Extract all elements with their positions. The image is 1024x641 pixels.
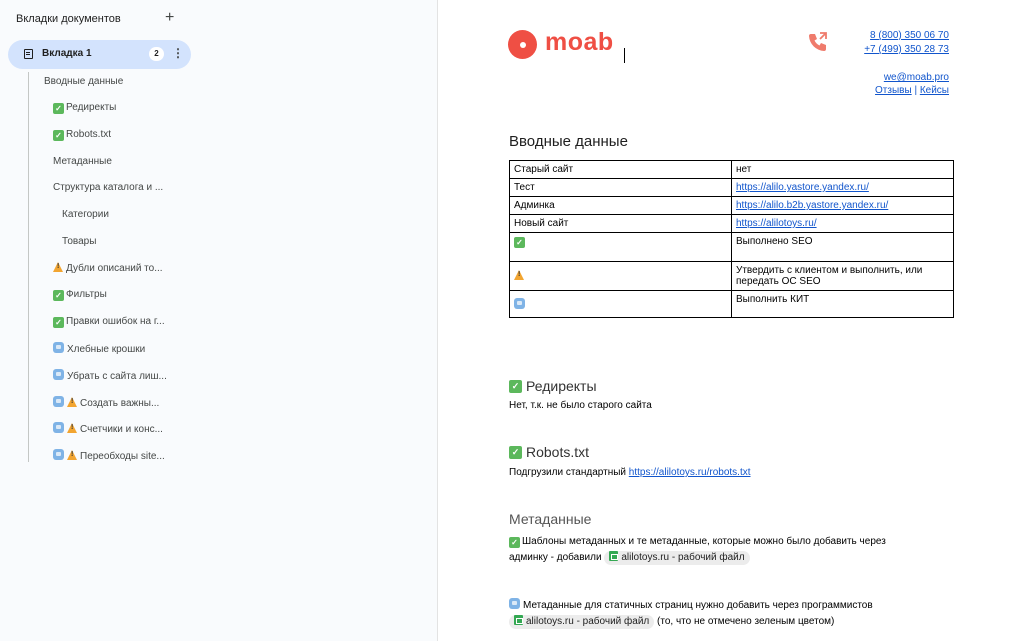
check-icon: ✓	[509, 446, 522, 459]
outline-item[interactable]	[44, 76, 123, 87]
phone-link-2[interactable]: +7 (499) 350 28 73	[864, 44, 949, 55]
table-cell	[732, 197, 954, 215]
text-cursor	[624, 48, 625, 63]
outline-item[interactable]	[53, 449, 165, 462]
table-cell	[510, 291, 732, 318]
reviews-cases-links	[875, 85, 949, 96]
heading-robots-text: Robots.txt	[526, 444, 590, 460]
outline-item-label: Структура каталога и ...	[53, 182, 164, 193]
file-chip-label: alilotoys.ru - рабочий файл	[621, 552, 745, 563]
outline-item-label: Метаданные	[53, 156, 112, 167]
outline-item-label: Редиректы	[66, 102, 117, 113]
outline-item[interactable]	[53, 369, 167, 382]
reviews-link[interactable]: Отзывы	[875, 85, 912, 96]
tab-label: Вкладка 1	[42, 48, 92, 59]
outline-item-label: Robots.txt	[66, 129, 112, 140]
table-cell	[510, 233, 732, 262]
redirects-text: Нет, т.к. не было старого сайта	[509, 400, 652, 411]
table-cell: Выполнено SEO	[732, 233, 954, 262]
table-cell: Старый сайт	[510, 161, 732, 179]
check-icon: ✓	[53, 103, 64, 114]
outline-item-label: Правки ошибок на г...	[66, 316, 165, 327]
tab-more-options-button[interactable]: ⋮	[172, 46, 184, 60]
test-site-link[interactable]: https://alilo.yastore.yandex.ru/	[736, 182, 869, 193]
outline-item[interactable]	[53, 182, 163, 193]
outline-item-label: Переобходы site...	[80, 451, 165, 462]
table-cell: Выполнить КИТ	[732, 291, 954, 318]
table-row	[510, 291, 954, 318]
outline-item-label: Дубли описаний то...	[66, 263, 163, 274]
table-row	[510, 179, 954, 197]
outline-item-label: Убрать с сайта лиш...	[67, 371, 167, 382]
moab-logo-text: moab	[545, 28, 614, 56]
check-icon: ✓	[53, 317, 64, 328]
robot-icon	[53, 369, 64, 380]
table-cell	[510, 262, 732, 291]
outline-item[interactable]	[53, 156, 112, 167]
new-site-link[interactable]: https://alilotoys.ru/	[736, 218, 817, 229]
admin-link[interactable]: https://alilo.b2b.yastore.yandex.ru/	[736, 200, 889, 211]
table-cell: Админка	[510, 197, 732, 215]
warning-icon	[67, 423, 77, 433]
table-cell: Утвердить с клиентом и выполнить, или передать ОС SEO	[732, 262, 954, 291]
robot-icon	[53, 449, 64, 460]
robot-icon	[514, 298, 525, 309]
robot-icon	[53, 422, 64, 433]
outline-item-label: Создать важны...	[80, 398, 160, 409]
document-page[interactable]	[437, 0, 1024, 641]
file-chip-label: alilotoys.ru - рабочий файл	[526, 616, 650, 627]
metadata-p1-line2: админку - добавили	[509, 552, 605, 563]
table-row	[510, 262, 954, 291]
outline-item[interactable]	[53, 396, 159, 409]
robots-text: Подгрузили стандартный	[509, 467, 629, 478]
phone-icon	[806, 30, 830, 54]
sidebar-heading: Вкладки документов	[16, 13, 121, 25]
outline-item[interactable]	[62, 236, 96, 247]
outline-item[interactable]	[53, 316, 165, 328]
check-icon: ✓	[509, 537, 520, 548]
outline-item-label: Счетчики и конс...	[80, 424, 163, 435]
check-icon: ✓	[53, 130, 64, 141]
table-row	[510, 233, 954, 262]
outline-item-label: Хлебные крошки	[67, 344, 146, 355]
table-cell: Тест	[510, 179, 732, 197]
table-cell: нет	[732, 161, 954, 179]
heading-metadata	[509, 511, 591, 527]
check-icon: ✓	[509, 380, 522, 393]
file-chip[interactable]	[604, 551, 749, 565]
table-row	[510, 161, 954, 179]
metadata-paragraph-2	[509, 598, 873, 630]
table-cell: Новый сайт	[510, 215, 732, 233]
metadata-p1-line1: Шаблоны метаданных и те метаданные, которые можно было добавить через	[522, 536, 886, 547]
outline-item[interactable]	[53, 102, 116, 114]
metadata-p2-line1: Метаданные для статичных страниц нужно добавить через программистов	[523, 600, 873, 611]
check-icon: ✓	[53, 290, 64, 301]
warning-icon	[53, 262, 63, 272]
heading-intro: Вводные данные	[509, 133, 628, 150]
outline-item-label: Категории	[62, 209, 109, 220]
metadata-paragraph-1	[509, 534, 886, 566]
heading-robots	[509, 444, 589, 460]
table-row	[510, 197, 954, 215]
document-icon	[24, 49, 33, 59]
outline-item-label: Товары	[62, 236, 97, 247]
robots-paragraph	[509, 465, 751, 481]
intro-data-table	[509, 160, 954, 318]
tab-count-badge: 2	[149, 47, 164, 61]
heading-metadata-text: Метаданные	[509, 511, 592, 527]
robot-icon	[53, 396, 64, 407]
warning-icon	[67, 397, 77, 407]
link-separator: |	[911, 85, 920, 96]
metadata-p2-tail: (то, что не отмечено зеленым цветом)	[654, 616, 835, 627]
outline-item-label: Вводные данные	[44, 76, 124, 87]
outline-item[interactable]	[53, 129, 111, 141]
cases-link[interactable]: Кейсы	[919, 85, 949, 96]
outline-tree-line	[28, 72, 29, 462]
table-cell	[732, 179, 954, 197]
email-link[interactable]: we@moab.pro	[883, 72, 949, 83]
heading-redirects-text: Редиректы	[526, 378, 597, 394]
outline-item-label: Фильтры	[66, 289, 107, 300]
robot-icon	[509, 598, 520, 609]
robot-icon	[53, 342, 64, 353]
outline-item[interactable]	[62, 209, 109, 220]
spreadsheet-icon	[514, 615, 523, 625]
heading-redirects	[509, 378, 597, 394]
file-chip[interactable]	[509, 615, 654, 629]
table-cell	[732, 215, 954, 233]
outline-item[interactable]	[53, 342, 145, 355]
tab-item-1[interactable]	[8, 40, 191, 69]
robots-link[interactable]: https://alilotoys.ru/robots.txt	[628, 467, 751, 478]
outline-item[interactable]	[53, 289, 107, 301]
check-icon: ✓	[514, 237, 525, 248]
warning-icon	[67, 450, 77, 460]
document-tabs-sidebar	[0, 0, 437, 641]
warning-icon	[514, 270, 524, 280]
spreadsheet-icon	[609, 551, 618, 561]
moab-logo-icon	[508, 30, 537, 59]
outline-item[interactable]	[53, 422, 163, 435]
phone-link-1[interactable]: 8 (800) 350 06 70	[870, 30, 949, 41]
outline-item[interactable]	[53, 262, 163, 274]
add-tab-button[interactable]: +	[165, 9, 175, 26]
table-row	[510, 215, 954, 233]
